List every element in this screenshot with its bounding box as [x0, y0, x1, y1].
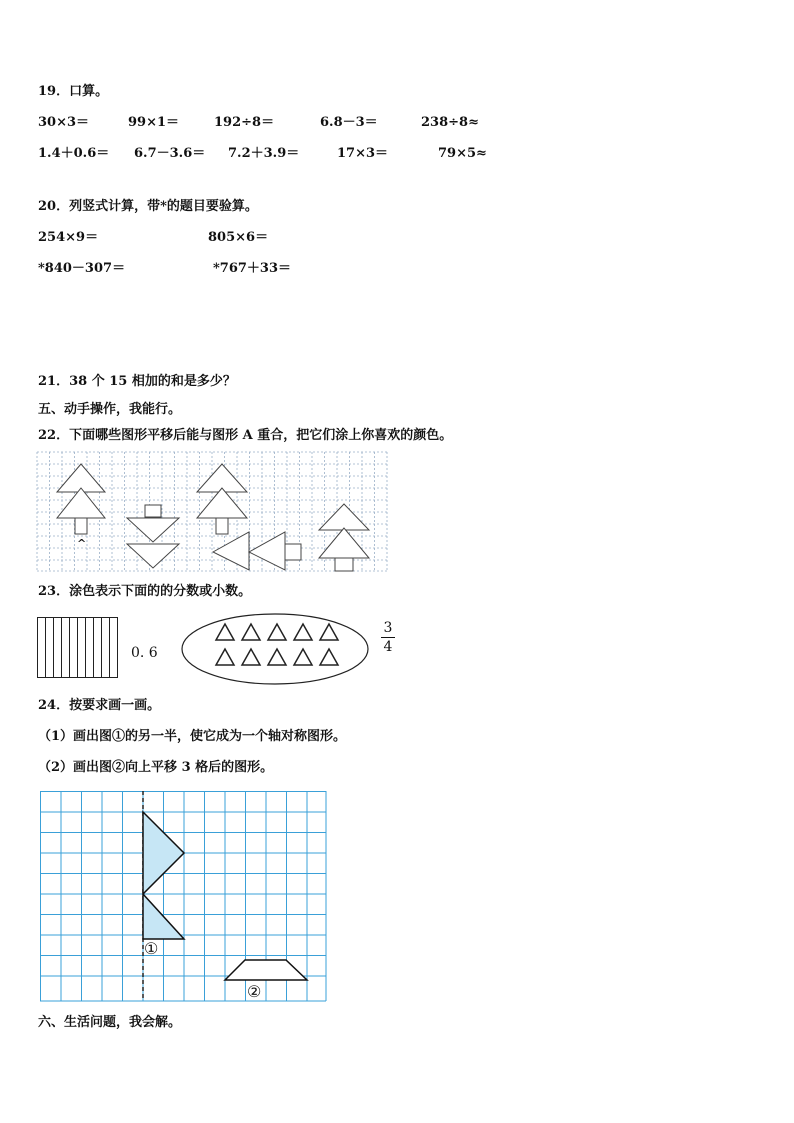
q21-title: 21．38 个 15 相加的和是多少？ — [38, 374, 236, 389]
tree-shape-upright — [197, 464, 247, 534]
q19-item: 6.7－3.6＝ — [134, 146, 206, 161]
q19-item: 99×1＝ — [128, 115, 180, 130]
q23-title: 23．涂色表示下面的的分数或小数。 — [38, 584, 252, 599]
fig1-label: ① — [144, 939, 159, 958]
fraction-denominator: 4 — [383, 639, 393, 655]
q19-item: 238÷8≈ — [421, 115, 479, 130]
q24-sub1: （1）画出图①的另一半，使它成为一个轴对称图形。 — [38, 729, 347, 744]
q19-item: 6.8－3＝ — [320, 115, 378, 130]
q20-item: *767＋33＝ — [213, 261, 292, 276]
q20-title: 20．列竖式计算，带*的题目要验算。 — [38, 199, 258, 214]
q19-item: 1.4＋0.6＝ — [38, 146, 110, 161]
fraction — [381, 620, 395, 655]
q22-title: 22．下面哪些图形平移后能与图形 A 重合，把它们涂上你喜欢的颜色。 — [38, 428, 453, 443]
tree-shape-left — [213, 532, 301, 570]
q22-label-a: ^ — [77, 537, 87, 550]
q19-item: 192÷8＝ — [214, 115, 275, 130]
q22-translation-figure — [37, 452, 389, 572]
trapezoid-shape-2 — [225, 960, 307, 980]
q19-item: 17×3＝ — [337, 146, 389, 161]
q20-item: *840－307＝ — [38, 261, 126, 276]
striped-rectangle — [37, 617, 119, 679]
q20-item: 805×6＝ — [208, 230, 269, 245]
decimal-label: 0. 6 — [131, 645, 158, 661]
tree-shape-right — [319, 504, 369, 571]
q24-sub2: （2）画出图②向上平移 3 格后的图形。 — [38, 760, 274, 775]
tree-shape-down — [127, 505, 179, 568]
q20-item: 254×9＝ — [38, 230, 99, 245]
section6-title: 六、生活问题，我会解。 — [38, 1015, 182, 1030]
section5-title: 五、动手操作，我能行。 — [38, 402, 182, 417]
triangle-ellipse — [180, 612, 370, 686]
fraction-numerator: 3 — [383, 620, 393, 636]
q24-title: 24．按要求画一画。 — [38, 698, 161, 713]
q19-title: 19．口算。 — [38, 84, 109, 99]
tree-shape-a — [57, 464, 105, 534]
q19-item: 30×3＝ — [38, 115, 90, 130]
q19-item: 79×5≈ — [438, 146, 487, 161]
q24-grid-figure — [40, 791, 330, 1005]
fig2-label: ② — [247, 982, 262, 1001]
q19-item: 7.2＋3.9＝ — [228, 146, 300, 161]
